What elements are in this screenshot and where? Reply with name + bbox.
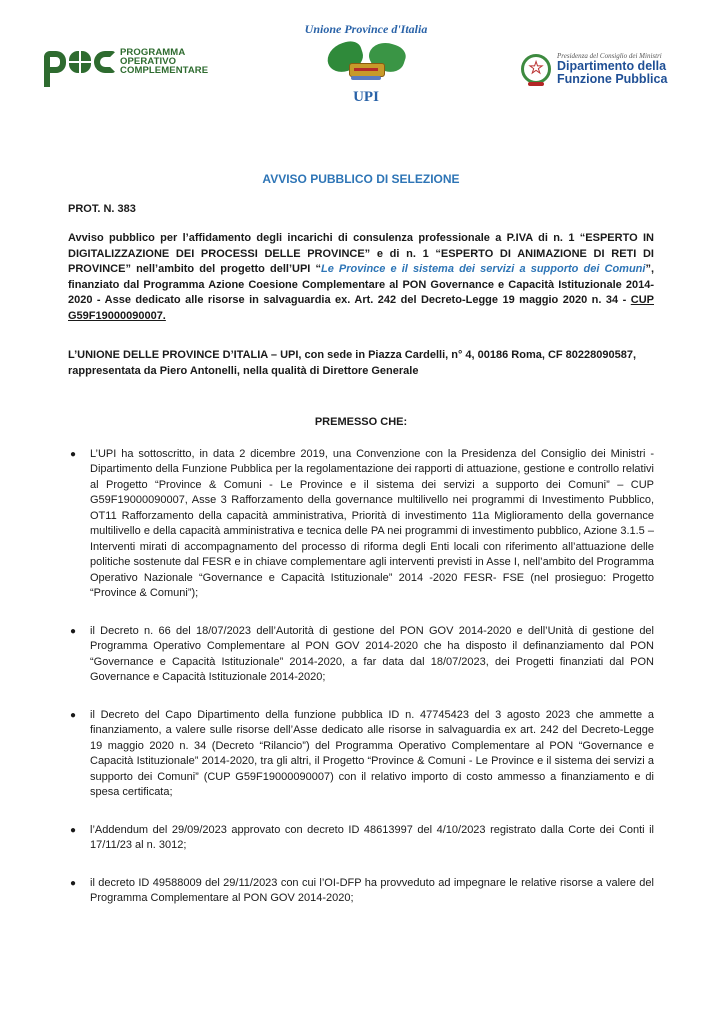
crown-laurel-icon (321, 41, 411, 85)
bullet-icon: ● (70, 824, 77, 836)
upi-logo-arc-text: Unione Province d'Italia (304, 22, 428, 36)
page-title: AVVISO PUBBLICO DI SELEZIONE (262, 172, 460, 186)
dfp-logo-line1: Dipartimento della (557, 59, 667, 73)
italian-republic-emblem-icon (521, 54, 551, 84)
protocol-number: PROT. N. 383 (68, 202, 136, 215)
bullet-icon: ● (70, 448, 77, 460)
list-item: ● il decreto ID 49588009 del 29/11/2023 con cui l’OI-DFP ha provveduto ad impegnare le relative risorse a valere del Programma Complementare al PON GOV 2014-2020; (70, 876, 654, 904)
dfp-logo (521, 52, 667, 86)
list-item: ● L’UPI ha sottoscritto, in data 2 dicembre 2019, una Convenzione con la Presidenza del Consiglio dei Ministri - Dipartimento della Funzione Pubblica per la regolamentazione dei rapporti di attuazione, gestione e controllo relativi al Progetto “Province & Comuni - Le Province e il sistema dei servizi a supporto dei Comuni” – CUP G59F19000090007, Asse 3 Rafforzamento della governance multilivello nei programmi di Investimento Pubblico, OT11 Rafforzamento della capacità amministrativa, Priorità di investimento 11a Miglioramento della governance multilivello e della capacità amministrativa e tecnica delle PA nei programmi di investimento pubblico, Azione 3.1.5 – Interventi mirati di accompagnamento del processo di riforma degli Enti locali con riferimento all’attuazione delle politiche sostenute dal FESR e in chiave complementare agli interventi previsti in Asse I, nell’ambito del Programma Operativo Nazionale “Governance e Capacità Istituzionale” 2014 -2020 FESR- FSE (nel prosieguo: Progetto “Province & Comuni”); (70, 447, 654, 599)
dfp-logo-small-text: Presidenza del Consiglio dei Ministri (557, 52, 662, 60)
intro-paragraph: Avviso pubblico per l’affidamento degli incarichi di consulenza professionale a P.IVA di n. 1 “ESPERTO IN DIGITALIZZAZIONE DEI PROCESSI DELLE PROVINCE” e di n. 1 “ESPERTO DI ANIMAZIONE DI RETI DI PROVINCE” nell’ambito del progetto dell’UPI “Le Province e il sistema dei servizi a supporto dei Comuni”, finanziato dal Programma Azione Coesione Complementare al PON Governance e Capacità Istituzionale 2014-2020 - Asse dedicato alle risorse in salvaguardia ex. Art. 242 del Decreto-Legge 19 maggio 2020 n. 34 - CUP G59F19000090007. (68, 232, 654, 322)
bullet-icon: ● (70, 709, 77, 721)
list-item: ● il Decreto n. 66 del 18/07/2023 dell’Autorità di gestione del PON GOV 2014-2020 e dell’Unità di gestione del Programma Operativo Complementare al PON GOV 2014-2020 che ha disposto il definanziamento dal PON “Governance e Capacità Istituzionale” 2014-2020, a far data dal 18/07/2023, dei Progetti finanziati dal PON Governance e Capacità Istituzionale 2014-2020; (70, 624, 654, 683)
dfp-logo-line2: Funzione Pubblica (557, 72, 668, 86)
bullet-icon: ● (70, 877, 77, 889)
project-title: Le Province e il sistema dei servizi a supporto dei Comuni (320, 263, 646, 275)
premises-list (68, 447, 654, 907)
document-body (68, 172, 654, 929)
poc-logo (44, 48, 208, 75)
list-item: ● l’Addendum del 29/09/2023 approvato con decreto ID 48613997 del 4/10/2023 registrato dalla Corte dei Conti il 17/11/23 al n. 3012; (70, 823, 654, 851)
issuing-party-paragraph: L’UNIONE DELLE PROVINCE D’ITALIA – UPI, con sede in Piazza Cardelli, n° 4, 00186 Roma, CF 80228090587, rappresentata da Piero Antonelli, nella qualità di Direttore Generale (68, 349, 637, 377)
list-item: ● il Decreto del Capo Dipartimento della funzione pubblica ID n. 47745423 del 3 agosto 2023 che ammette a finanziamento, a valere sulle risorse dell’Asse dedicato alle risorse in salvaguardia ex art. 242 del Decreto-Legge 19 maggio 2020 n. 34 (Decreto “Rilancio”) del Programma Operativo Complementare al PON “Governance e Capacità Istituzionale” 2014-2020, tra gli altri, il Progetto “Province & Comuni - Le Province e il sistema dei servizi a supporto dei Comuni” (CUP G59F19000090007) con il relativo importo di costo ammesso a finanziamento e di spesa certificata; (70, 708, 654, 798)
upi-logo (296, 22, 436, 122)
document-header (0, 0, 724, 130)
upi-logo-name: UPI (353, 89, 379, 105)
cup-code: CUP G59F19000090007. (68, 294, 654, 322)
section-heading-premesso: PREMESSO CHE: (314, 416, 408, 428)
bullet-icon: ● (70, 625, 77, 637)
poc-logo-mark-icon (44, 51, 116, 73)
poc-logo-text: PROGRAMMA OPERATIVO COMPLEMENTARE (120, 47, 209, 76)
